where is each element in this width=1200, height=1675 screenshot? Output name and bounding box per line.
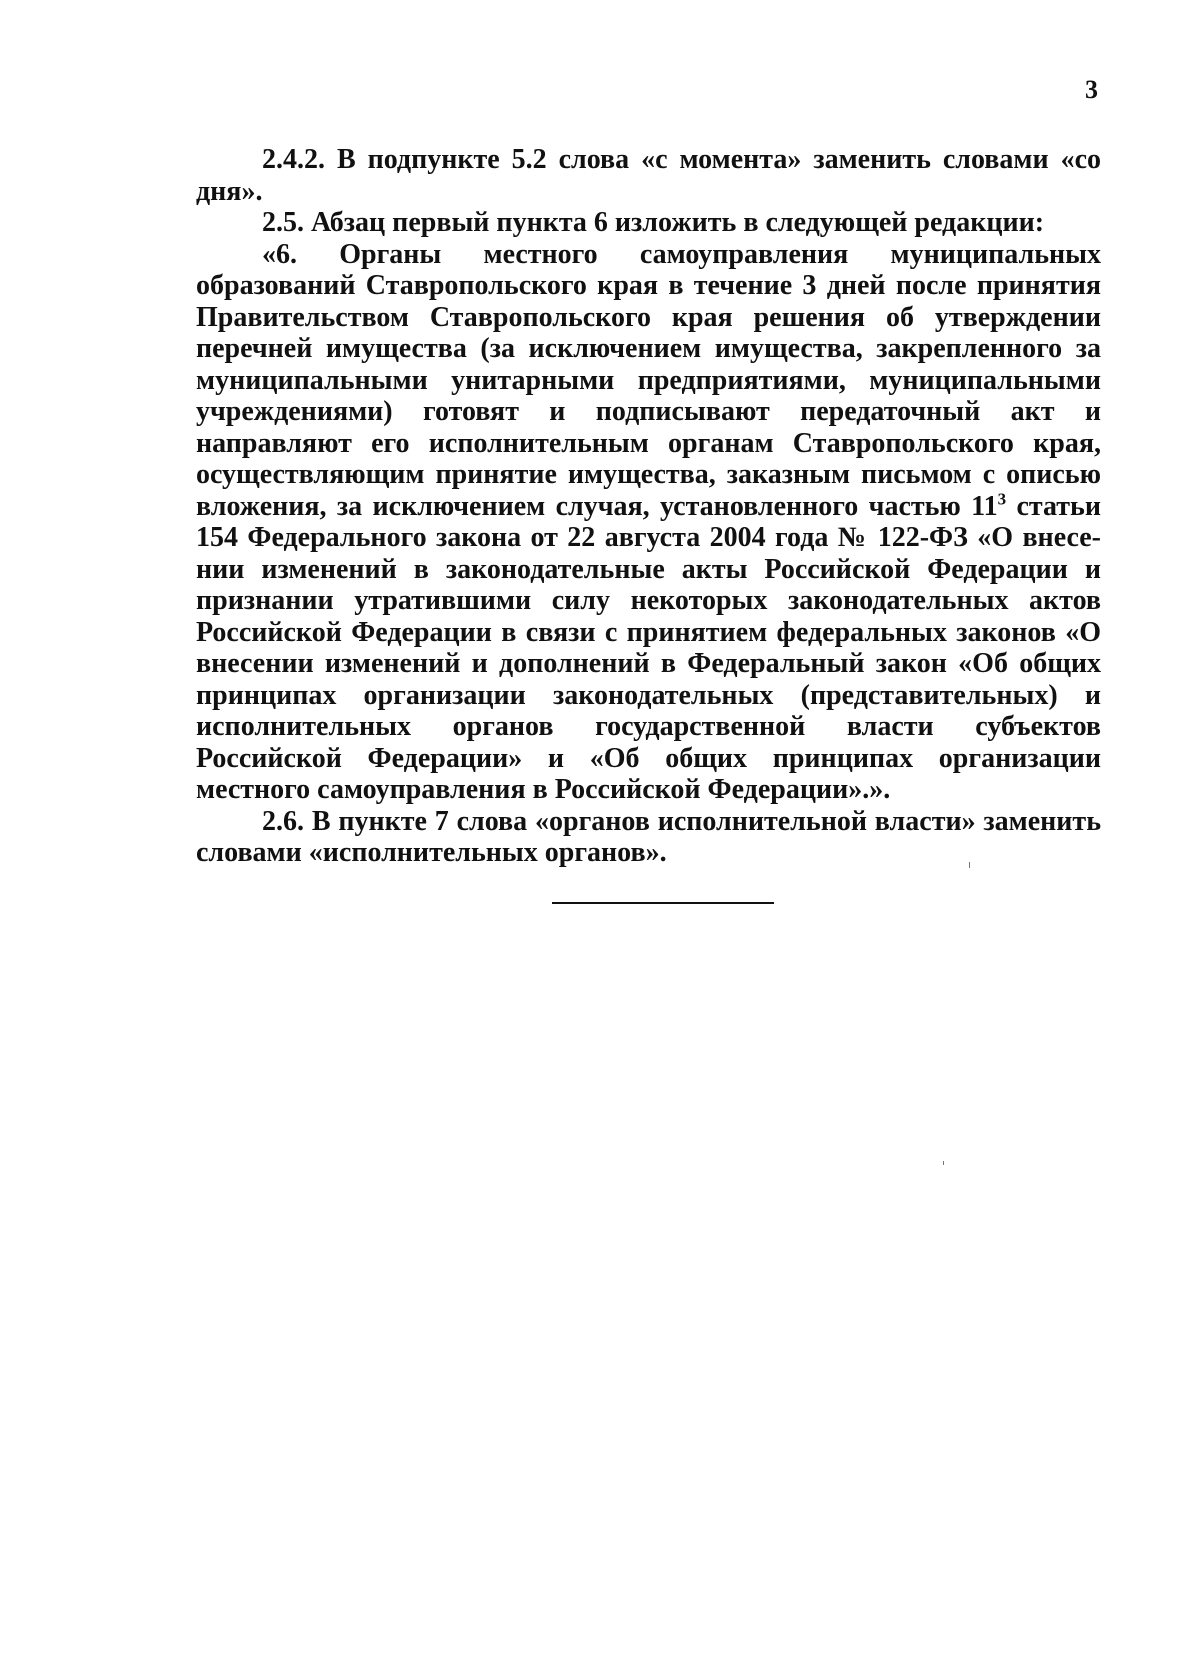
paragraph-2-6: 2.6. В пункте 7 слова «органов исполнительной власти» заменить словами «исполнительных органов». <box>196 805 1101 868</box>
scan-speck <box>969 862 970 868</box>
quoted-item-6-text-end: статьи 154 Федерального закона от 22 августа 2004 года № 122-ФЗ «О внесении изменений в законодательные акты Российской Федерации и признании утратившими силу некоторых законодательных актов Российской Федерации в связи с принятием федеральных законов «О внесении изменений и дополнений в Федеральный закон «Об общих принципах организации законодательных (представительных) и исполнительных органов государственной власти субъектов Российской Федерации» и «Об общих принципах организации местного самоуправления в Российской Федерации».». <box>196 490 1101 805</box>
closing-rule <box>552 902 774 904</box>
superscript-index: 3 <box>997 489 1007 509</box>
paragraph-2-5: 2.5. Абзац первый пункта 6 изложить в следующей редакции: <box>262 207 1045 238</box>
paragraph-quoted-item-6 <box>196 239 1101 806</box>
quoted-item-6-text-start: «6. Органы местного самоуправления муниципальных образований Ставропольского края в течение 3 дней после принятия Правительством Ставропольского края решения об утверждении перечней имущества (за исключением имущества, закрепленного за муниципальными унитарными предприятиями, муниципальными учреждениями) готовят и подписывают передаточный акт и направляют его исполнительным органам Ставропольского края, осуществляющим принятие имущества, заказным письмом с описью вложения, за исключением случая, установленного частью 11 <box>196 238 1101 522</box>
paragraph-2-4-2: 2.4.2. В подпункте 5.2 слова «с момента» заменить словами «со дня». <box>196 144 1101 207</box>
page-number: 3 <box>1085 75 1098 104</box>
scan-speck <box>943 1161 944 1165</box>
document-body <box>196 144 1101 869</box>
